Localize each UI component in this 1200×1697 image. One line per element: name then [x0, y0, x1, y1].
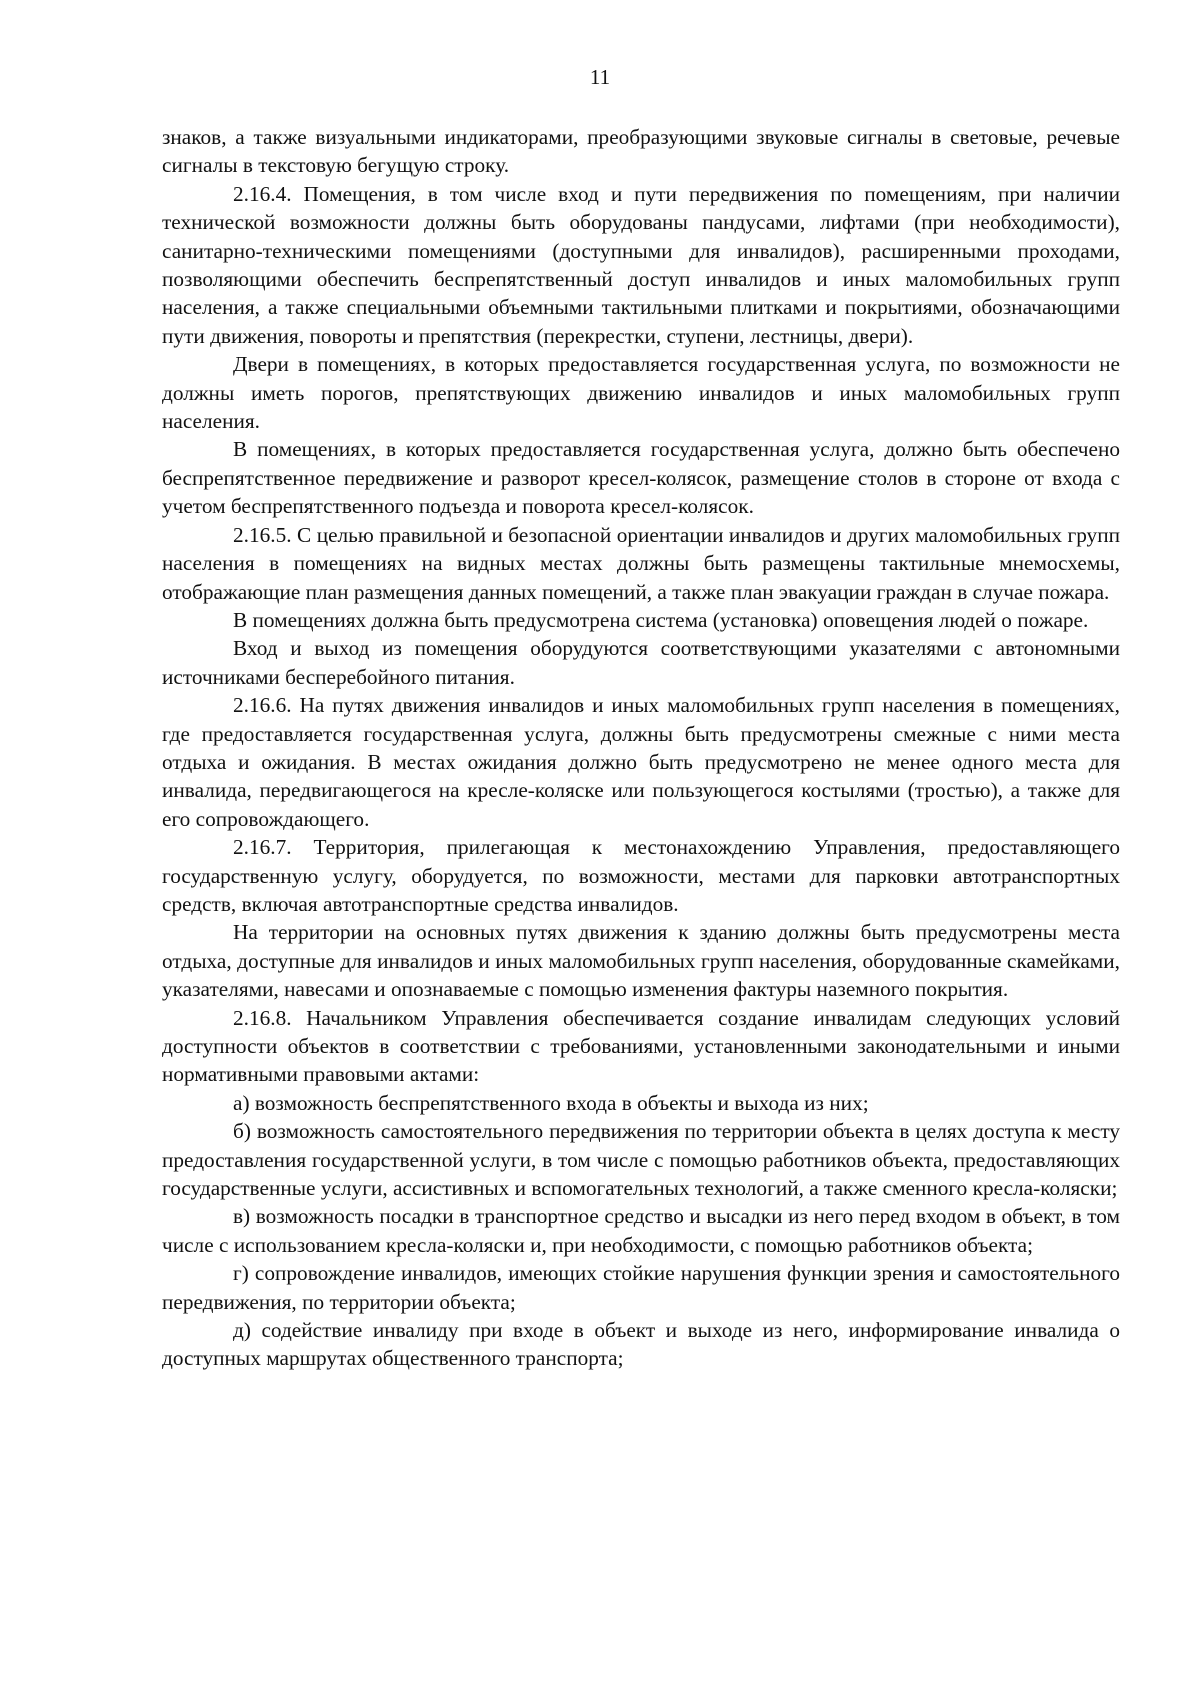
paragraph-2-16-4: 2.16.4. Помещения, в том числе вход и пути передвижения по помещениям, при наличии технической возможности должны быть оборудованы пандусами, лифтами (при необходимости), санитарно-техническими помещениями (доступными для инвалидов), расширенными проходами, позволяющими обеспечить беспрепятственный доступ инвалидов и иных маломобильных групп населения, а также специальными объемными тактильными плитками и покрытиями, обозначающими пути движения, повороты и препятствия (перекрестки, ступени, лестницы, двери). — [162, 181, 1120, 348]
list-item-v: в) возможность посадки в транспортное средство и высадки из него перед входом в объект, в том числе с использованием кресла-коляски и, при необходимости, с помощью работников объекта; — [162, 1204, 1120, 1257]
list-item-g: г) сопровождение инвалидов, имеющих стойкие нарушения функции зрения и самостоятельного передвижения, по территории объекта; — [162, 1261, 1120, 1314]
paragraph-entrance-exit: Вход и выход из помещения оборудуются соответствующими указателями с автономными источниками бесперебойного питания. — [162, 636, 1120, 689]
paragraph-2-16-5: 2.16.5. С целью правильной и безопасной ориентации инвалидов и других маломобильных групп населения в помещениях на видных местах должны быть размещены тактильные мнемосхемы, отображающие план размещения данных помещений, а также план эвакуации граждан в случае пожара. — [162, 522, 1120, 604]
list-item-a: а) возможность беспрепятственного входа в объекты и выхода из них; — [233, 1090, 869, 1115]
paragraph-wheelchair-movement: В помещениях, в которых предоставляется государственная услуга, должно быть обеспечено беспрепятственное передвижение и разворот кресел-колясок, размещение столов в стороне от входа с учетом беспрепятственного подъезда и поворота кресел-колясок. — [162, 437, 1120, 519]
list-item-b: б) возможность самостоятельного передвижения по территории объекта в целях доступа к месту предоставления государственной услуги, в том числе с помощью работников объекта, предоставляющих государственные услуги, ассистивных и вспомогательных технологий, а также сменного кресла-коляски; — [162, 1119, 1120, 1201]
paragraph-territory-rest-places: На территории на основных путях движения к зданию должны быть предусмотрены места отдыха, доступные для инвалидов и иных маломобильных групп населения, оборудованные скамейками, указателями, навесами и опознаваемые с помощью изменения фактуры наземного покрытия. — [162, 920, 1120, 1002]
paragraph-2-16-7: 2.16.7. Территория, прилегающая к местонахождению Управления, предоставляющего государственную услугу, оборудуется, по возможности, местами для парковки автотранспортных средств, включая автотранспортные средства инвалидов. — [162, 835, 1120, 916]
paragraph-fire-alarm: В помещениях должна быть предусмотрена система (установка) оповещения людей о пожаре. — [233, 607, 1089, 632]
list-item-d: д) содействие инвалиду при входе в объект и выходе из него, информирование инвалида о доступных маршрутах общественного транспорта; — [162, 1318, 1120, 1371]
paragraph-doors: Двери в помещениях, в которых предоставляется государственная услуга, по возможности не должны иметь порогов, препятствующих движению инвалидов и иных маломобильных групп населения. — [162, 352, 1120, 434]
paragraph-continuation: знаков, а также визуальными индикаторами, преобразующими звуковые сигналы в световые, речевые сигналы в текстовую бегущую строку. — [162, 125, 1120, 178]
document-body — [162, 123, 1120, 1373]
paragraph-2-16-8: 2.16.8. Начальником Управления обеспечивается создание инвалидам следующих условий доступности объектов в соответствии с требованиями, установленными законодательными и иными нормативными правовыми актами: — [162, 1005, 1120, 1087]
page-number: 11 — [589, 65, 611, 89]
paragraph-2-16-6: 2.16.6. На путях движения инвалидов и иных маломобильных групп населения в помещениях, где предоставляется государственная услуга, должны быть предусмотрены смежные с ними места отдыха и ожидания. В местах ожидания должно быть предусмотрено не менее одного места для инвалида, передвигающегося на кресле-коляске или пользующегося костылями (тростью), а также для его сопровождающего. — [162, 693, 1120, 831]
